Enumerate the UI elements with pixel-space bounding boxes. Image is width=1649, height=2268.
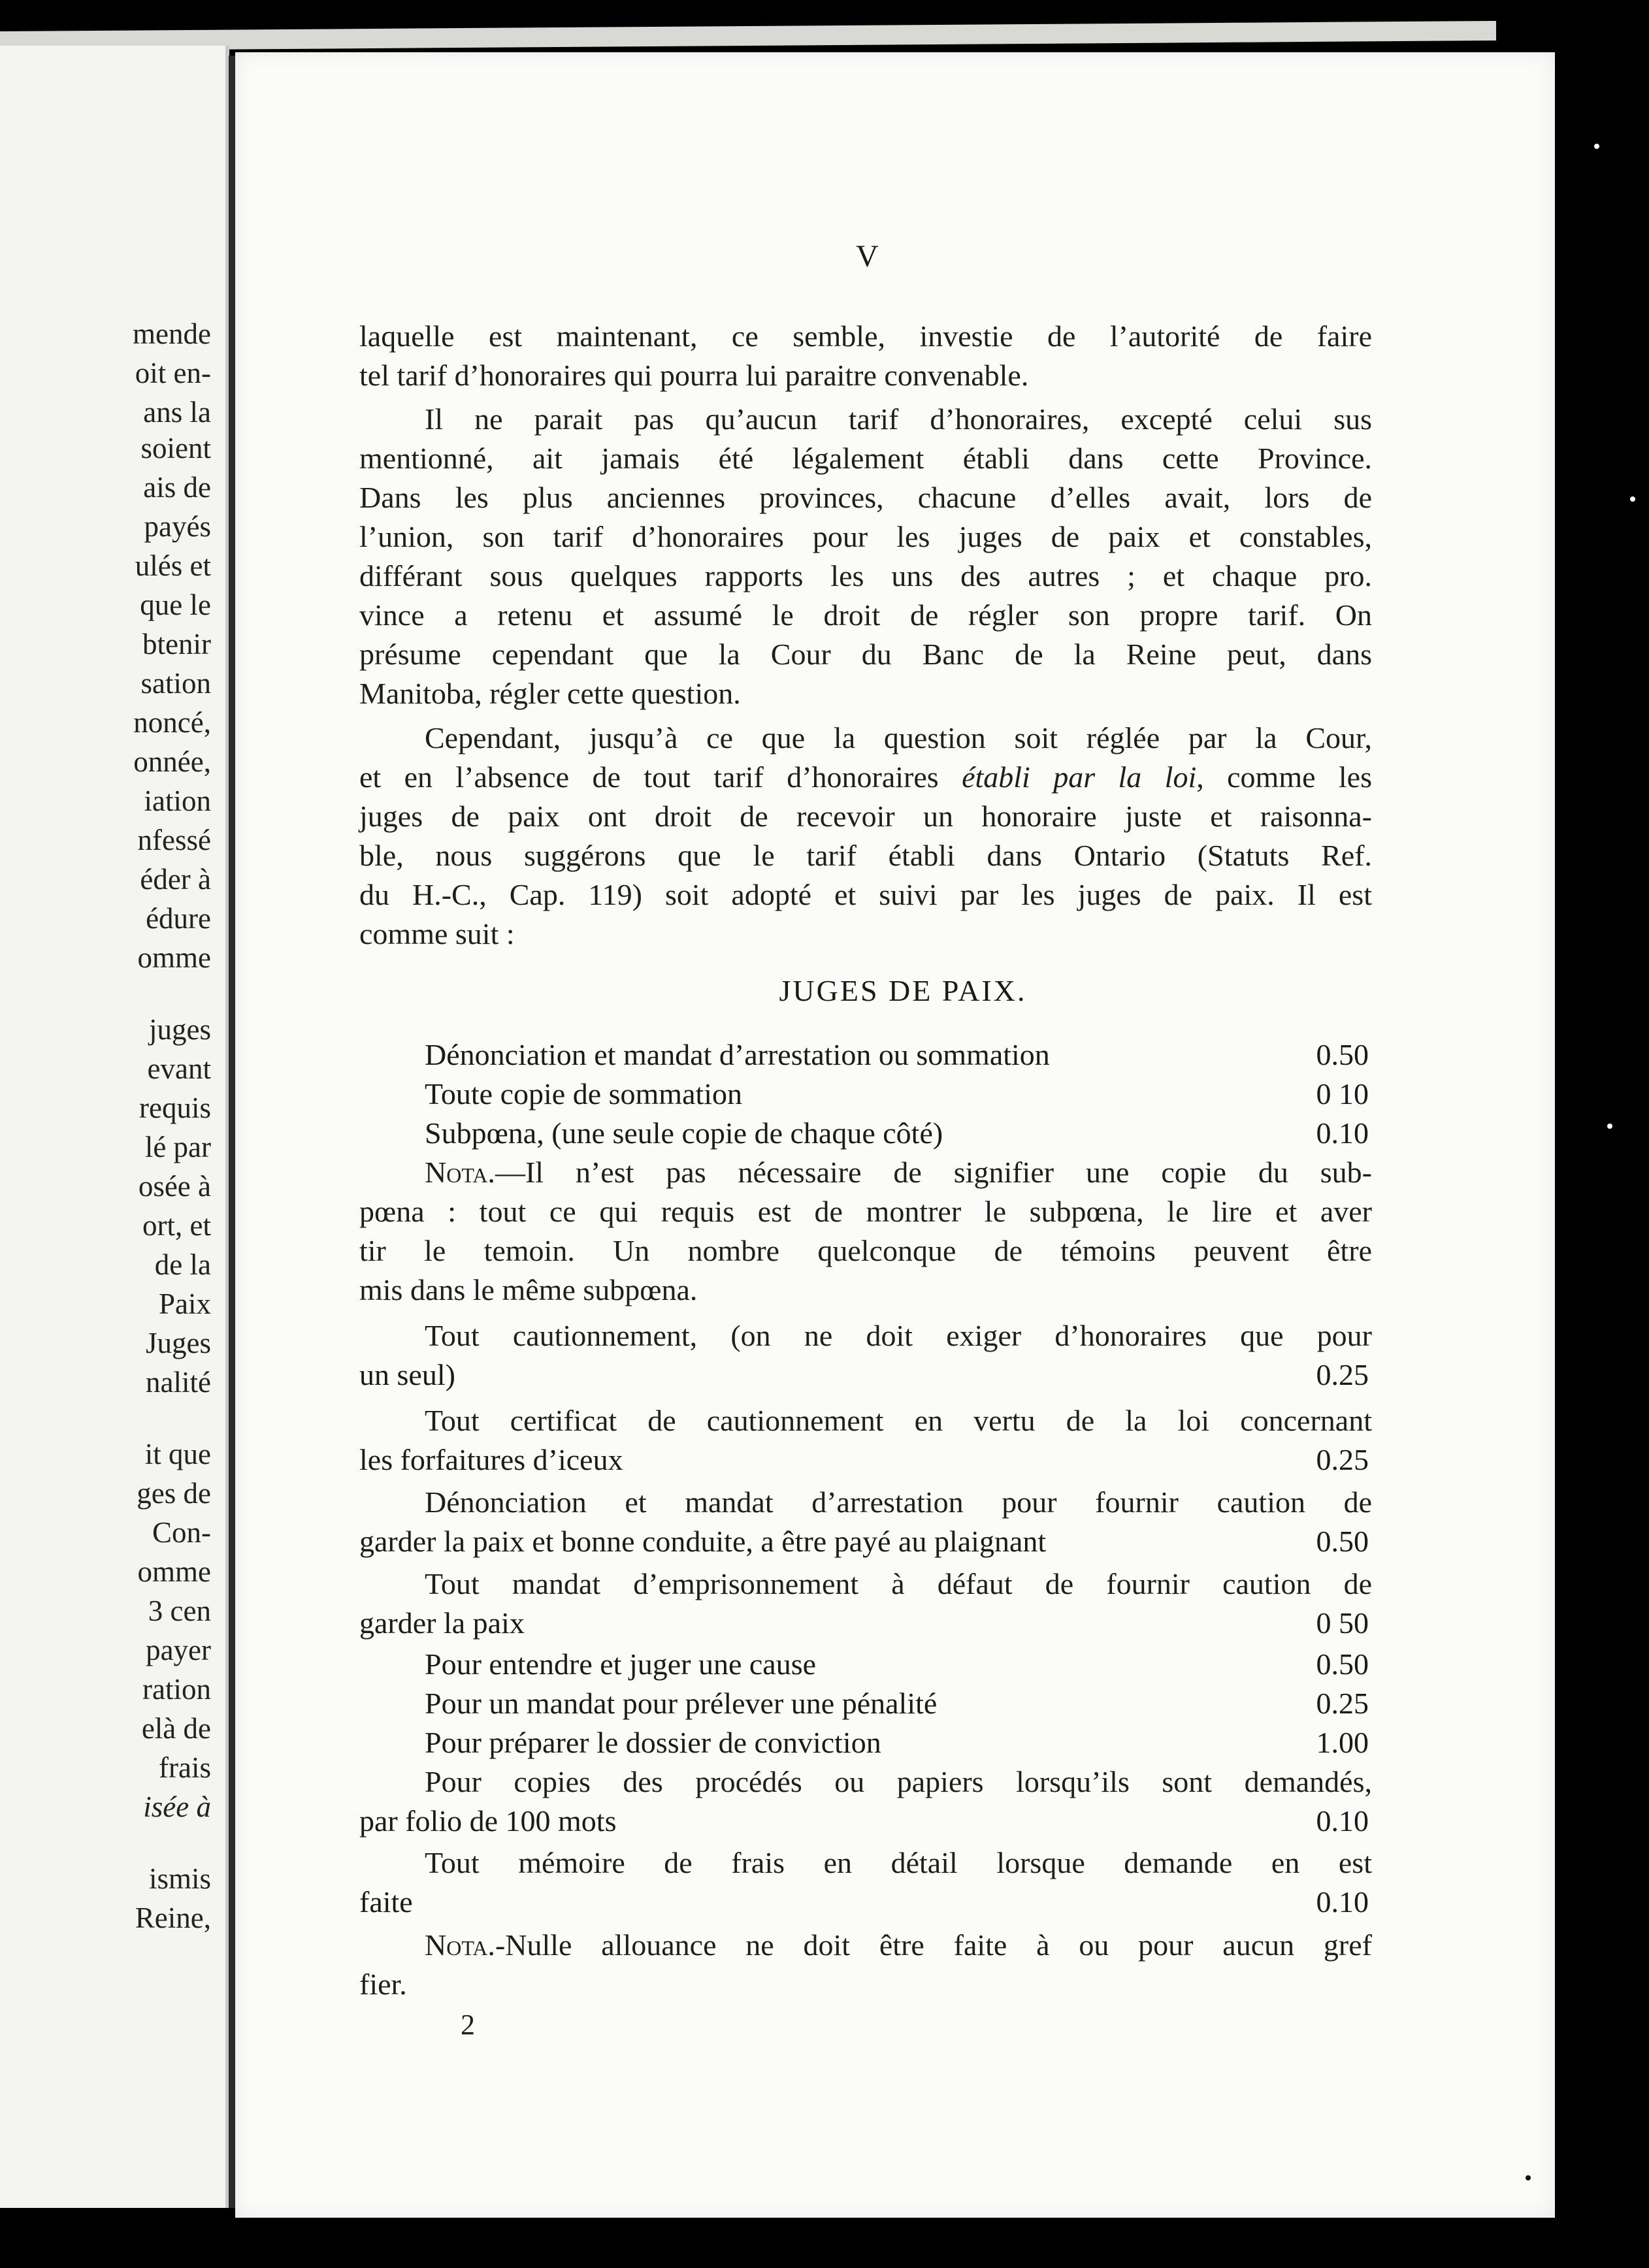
left-page	[0, 46, 229, 2208]
left-page-fragment: Con-	[152, 1516, 211, 1549]
fee-amount: 0.50	[1316, 1038, 1369, 1071]
left-page-fragment: Juges	[146, 1327, 211, 1359]
text-line: et en l’absence de tout tarif d’honoraires établi par la loi, comme les	[359, 760, 1373, 794]
text-line: l’union, son tarif d’honoraires pour les juges de paix et constables,	[359, 520, 1372, 553]
note-line: Nota.-Nulle allouance ne doit être faite à ou pour aucun gref	[425, 1928, 1372, 1962]
text-line: du H.-C., Cap. 119) soit adopté et suivi par les juges de paix. Il est	[359, 878, 1372, 911]
text-line: présume cependant que la Cour du Banc de la Reine peut, dans	[359, 638, 1372, 671]
fee-item-line: Tout mémoire de frais en détail lorsque demande en est	[425, 1846, 1372, 1879]
left-page-fragment: elà de	[141, 1712, 211, 1745]
note-line: tir le temoin. Un nombre quelconque de témoins peuvent être	[359, 1234, 1372, 1267]
text-line: ble, nous suggérons que le tarif établi dans Ontario (Statuts Ref.	[359, 839, 1372, 872]
left-page-fragment: Reine,	[135, 1902, 211, 1934]
scan-right-edge	[1555, 46, 1581, 2221]
fee-item-line: les forfaitures d’iceux 0.25	[359, 1440, 1369, 1480]
text-line: Manitoba, régler cette question.	[359, 677, 741, 710]
left-page-fragment: oit en-	[135, 357, 211, 389]
text-line: juges de paix ont droit de recevoir un honoraire juste et raisonna-	[359, 800, 1372, 833]
left-page-fragment: evant	[147, 1052, 211, 1085]
left-page-fragment: nalité	[146, 1366, 211, 1399]
left-page-fragment: payer	[146, 1634, 211, 1666]
left-page-fragment: iation	[144, 785, 211, 817]
left-page-fragment: it que	[144, 1438, 211, 1470]
page-gutter	[229, 56, 235, 2208]
left-page-fragment: mende	[133, 317, 211, 350]
fee-amount: 0.25	[1316, 1443, 1369, 1476]
note-line: pœna : tout ce qui requis est de montrer le subpœna, le lire et aver	[359, 1195, 1372, 1228]
left-page-fragment: frais	[159, 1751, 211, 1784]
text-line: différant sous quelques rapports les uns des autres ; et chaque pro.	[359, 559, 1372, 592]
note-line: Nota.—Il n’est pas nécessaire de signifier une copie du sub-	[425, 1156, 1372, 1189]
fee-item-line: faite 0.10	[359, 1883, 1369, 1922]
left-page-fragment: sation	[140, 667, 211, 700]
italic-phrase: établi par la loi	[962, 760, 1197, 794]
fee-amount: 0.50	[1316, 1647, 1369, 1681]
fee-item: Subpœna, (une seule copie de chaque côté) 0.10	[425, 1114, 1369, 1153]
text-line: laquelle est maintenant, ce semble, investie de l’autorité de faire	[359, 319, 1372, 353]
note-line: fier.	[359, 1968, 407, 2001]
fee-amount: 0.50	[1316, 1525, 1369, 1558]
note-head: Nota.	[425, 1928, 495, 1962]
left-page-fragment: ans la	[143, 396, 211, 429]
left-page-fragment: Paix	[158, 1288, 211, 1320]
fee-item-line: Tout mandat d’emprisonnement à défaut de fournir caution de	[425, 1567, 1372, 1600]
scan-speck	[1526, 2175, 1531, 2180]
fee-item: Pour préparer le dossier de conviction 1.00	[425, 1723, 1369, 1762]
text-line: vince a retenu et assumé le droit de régler son propre tarif. On	[359, 598, 1372, 632]
scan-speck	[1630, 496, 1635, 502]
fee-item-line: Pour copies des procédés ou papiers lorsqu’ils sont demandés,	[425, 1765, 1372, 1798]
left-page-fragment: ais de	[143, 471, 211, 504]
fee-item: Pour un mandat pour prélever une pénalité 0.25	[425, 1684, 1369, 1723]
left-page-fragment: éder à	[140, 863, 211, 896]
left-page-fragment: ges de	[137, 1477, 211, 1510]
fee-amount: 0.25	[1316, 1687, 1369, 1720]
text-line: Dans les plus anciennes provinces, chacune d’elles avait, lors de	[359, 481, 1372, 514]
left-page-fragment: btenir	[142, 628, 211, 660]
fee-item: Pour entendre et juger une cause 0.50	[425, 1645, 1369, 1684]
fee-amount: 0.10	[1316, 1116, 1369, 1150]
fee-amount: 0 10	[1316, 1077, 1369, 1110]
left-page-fragment: noncé,	[133, 706, 211, 739]
left-page-fragment: juges	[149, 1013, 211, 1046]
fee-item-line: Tout certificat de cautionnement en vertu de la loi concernant	[425, 1404, 1372, 1437]
left-page-fragment: de la	[154, 1248, 211, 1281]
fee-item-line: Tout cautionnement, (on ne doit exiger d’honoraires que pour	[425, 1319, 1372, 1352]
fee-item: Dénonciation et mandat d’arrestation ou sommation 0.50	[425, 1035, 1369, 1075]
left-page-fragment: onnée,	[133, 745, 211, 778]
left-page-fragment: requis	[139, 1092, 211, 1124]
fee-item-line: un seul) 0.25	[359, 1355, 1369, 1395]
fee-item: Toute copie de sommation 0 10	[425, 1075, 1369, 1114]
left-page-fragment: nfessé	[137, 824, 211, 856]
scan-speck	[1594, 144, 1599, 149]
left-page-fragment: que le	[140, 589, 211, 621]
left-page-fragment: omme	[137, 941, 211, 974]
fee-item-line: par folio de 100 mots 0.10	[359, 1802, 1369, 1841]
note-head: Nota.	[425, 1156, 495, 1189]
left-page-fragment: ort, et	[142, 1209, 211, 1242]
left-page-fragment: édure	[146, 902, 211, 935]
fee-item-line: garder la paix 0 50	[359, 1604, 1369, 1643]
left-page-fragment: ismis	[148, 1862, 211, 1895]
fee-amount: 1.00	[1316, 1726, 1369, 1759]
note-line: mis dans le même subpœna.	[359, 1273, 698, 1306]
fee-amount: 0 50	[1316, 1606, 1369, 1640]
left-page-fragment: payés	[144, 510, 211, 543]
text-line: mentionné, ait jamais été légalement établi dans cette Province.	[359, 442, 1372, 475]
section-heading: JUGES DE PAIX.	[779, 974, 1027, 1007]
fee-item-line: Dénonciation et mandat d’arrestation pour fournir caution de	[425, 1485, 1372, 1519]
left-page-fragment: 3 cen	[148, 1595, 211, 1627]
left-page-fragment: ration	[142, 1673, 211, 1706]
signature-mark: 2	[461, 2009, 475, 2041]
left-page-fragment: osée à	[138, 1170, 211, 1203]
left-page-fragment: soient	[140, 432, 211, 464]
fee-amount: 0.25	[1316, 1358, 1369, 1391]
left-page-fragment: isée à	[143, 1790, 211, 1823]
left-page-fragment: lé par	[144, 1131, 211, 1163]
text-line: Cependant, jusqu’à ce que la question soit réglée par la Cour,	[425, 721, 1372, 754]
scan-speck	[1607, 1124, 1612, 1129]
text-line: comme suit :	[359, 917, 515, 950]
fee-item-line: garder la paix et bonne conduite, a être payé au plaignant 0.50	[359, 1522, 1369, 1561]
text-line: tel tarif d’honoraires qui pourra lui paraitre convenable.	[359, 359, 1029, 392]
text-line: Il ne parait pas qu’aucun tarif d’honoraires, excepté celui sus	[425, 402, 1372, 436]
fee-amount: 0.10	[1316, 1804, 1369, 1838]
page-number: V	[856, 239, 879, 274]
left-page-fragment: ulés et	[135, 549, 211, 582]
fee-amount: 0.10	[1316, 1885, 1369, 1919]
left-page-fragment: omme	[137, 1555, 211, 1588]
